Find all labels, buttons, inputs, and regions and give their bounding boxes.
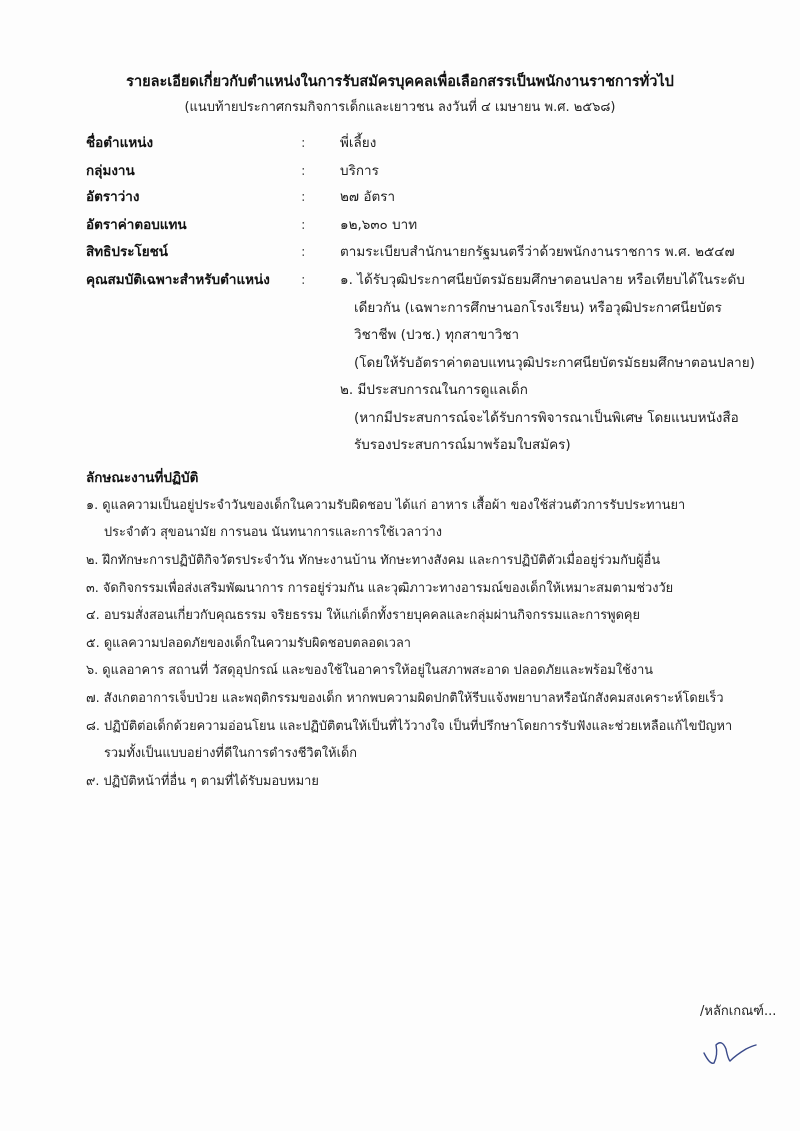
field-value: ๑๒,๖๓๐ บาท: [340, 217, 418, 233]
field-value: ๒๗ อัตรา: [340, 189, 396, 205]
field-label: อัตราค่าตอบแทน: [86, 217, 187, 233]
duty-line: ๘. ปฏิบัติต่อเด็กด้วยความอ่อนโยน และปฏิบัติตนให้เป็นที่ไว้วางใจ เป็นที่ปรึกษาโดยการรับฟังและช่วยเหลือแก้ไขปัญหา: [86, 719, 733, 734]
field-colon: :: [301, 272, 306, 288]
field-value: พี่เลี้ยง: [340, 135, 377, 151]
qualification-line: รับรองประสบการณ์มาพร้อมใบสมัคร): [354, 437, 571, 453]
field-value: บริการ: [340, 163, 379, 179]
qualification-line: เดียวกัน (เฉพาะการศึกษานอกโรงเรียน) หรือวุฒิประกาศนียบัตร: [354, 300, 722, 316]
field-colon: :: [301, 189, 306, 205]
duty-line: ๖. ดูแลอาคาร สถานที่ วัสดุอุปกรณ์ และของใช้ในอาคารให้อยู่ในสภาพสะอาด ปลอดภัยและพร้อมใช้งาน: [86, 663, 654, 678]
qualification-line: ๑. ได้รับวุฒิประกาศนียบัตรมัธยมศึกษาตอนปลาย หรือเทียบได้ในระดับ: [340, 272, 745, 288]
field-colon: :: [301, 163, 306, 179]
duty-line: ประจำตัว สุขอนามัย การนอน นันทนาการและการใช้เวลาว่าง: [104, 525, 442, 540]
duty-line: ๕. ดูแลความปลอดภัยของเด็กในความรับผิดชอบตลอดเวลา: [86, 636, 411, 651]
document-subtitle: (แนบท้ายประกาศกรมกิจการเด็กและเยาวชน ลงวันที่ ๔ เมษายน พ.ศ. ๒๕๖๘): [184, 100, 616, 115]
duty-line: ๗. สังเกตอาการเจ็บป่วย และพฤติกรรมของเด็ก หากพบความผิดปกติให้รีบแจ้งพยาบาลหรือนักสังคมสงเคราะห์โดยเร็ว: [86, 691, 724, 706]
signature-icon: [700, 1035, 760, 1070]
duty-line: ๓. จัดกิจกรรมเพื่อส่งเสริมพัฒนาการ การอยู่ร่วมกัน และวุฒิภาวะทางอารมณ์ของเด็กให้เหมาะสมตามช่วงวัย: [86, 581, 674, 596]
qualification-line: (หากมีประสบการณ์จะได้รับการพิจารณาเป็นพิเศษ โดยแนบหนังสือ: [354, 410, 739, 426]
continued-marker: /หลักเกณฑ์...: [700, 1004, 777, 1019]
field-label: คุณสมบัติเฉพาะสำหรับตำแหน่ง: [86, 272, 270, 288]
duty-line: รวมทั้งเป็นแบบอย่างที่ดีในการดำรงชีวิตให้เด็ก: [104, 746, 358, 761]
field-colon: :: [301, 217, 306, 233]
field-label: กลุ่มงาน: [86, 163, 135, 179]
field-value: ตามระเบียบสำนักนายกรัฐมนตรีว่าด้วยพนักงานราชการ พ.ศ. ๒๕๔๗: [340, 244, 735, 260]
field-label: อัตราว่าง: [86, 189, 140, 205]
field-colon: :: [301, 244, 306, 260]
duties-heading: ลักษณะงานที่ปฏิบัติ: [86, 470, 199, 486]
qualification-line: วิชาชีพ (ปวช.) ทุกสาขาวิชา: [354, 327, 520, 343]
duty-line: ๙. ปฏิบัติหน้าที่อื่น ๆ ตามที่ได้รับมอบหมาย: [86, 774, 319, 789]
duty-line: ๒. ฝึกทักษะการปฏิบัติกิจวัตรประจำวัน ทักษะงานบ้าน ทักษะทางสังคม และการปฏิบัติตัวเมื่ออยู่ร่วมกับผู้อื่น: [86, 553, 661, 568]
field-label: สิทธิประโยชน์: [86, 244, 169, 260]
duty-line: ๑. ดูแลความเป็นอยู่ประจำวันของเด็กในความรับผิดชอบ ได้แก่ อาหาร เสื้อผ้า ของใช้ส่วนตัวการรับประทานยา: [86, 498, 686, 513]
field-colon: :: [301, 135, 306, 151]
qualification-line: ๒. มีประสบการณในการดูแลเด็ก: [340, 382, 528, 398]
duty-line: ๔. อบรมสั่งสอนเกี่ยวกับคุณธรรม จริยธรรม ให้แก่เด็กทั้งรายบุคคลและกลุ่มผ่านกิจกรรมและการพูดคุย: [86, 608, 640, 623]
qualification-line: (โดยให้รับอัตราค่าตอบแทนวุฒิประกาศนียบัตรมัธยมศึกษาตอนปลาย): [354, 355, 755, 371]
document-title: รายละเอียดเกี่ยวกับตำแหน่งในการรับสมัครบุคคลเพื่อเลือกสรรเป็นพนักงานราชการทั่วไป: [126, 74, 674, 90]
field-label: ชื่อตำแหน่ง: [86, 135, 154, 151]
